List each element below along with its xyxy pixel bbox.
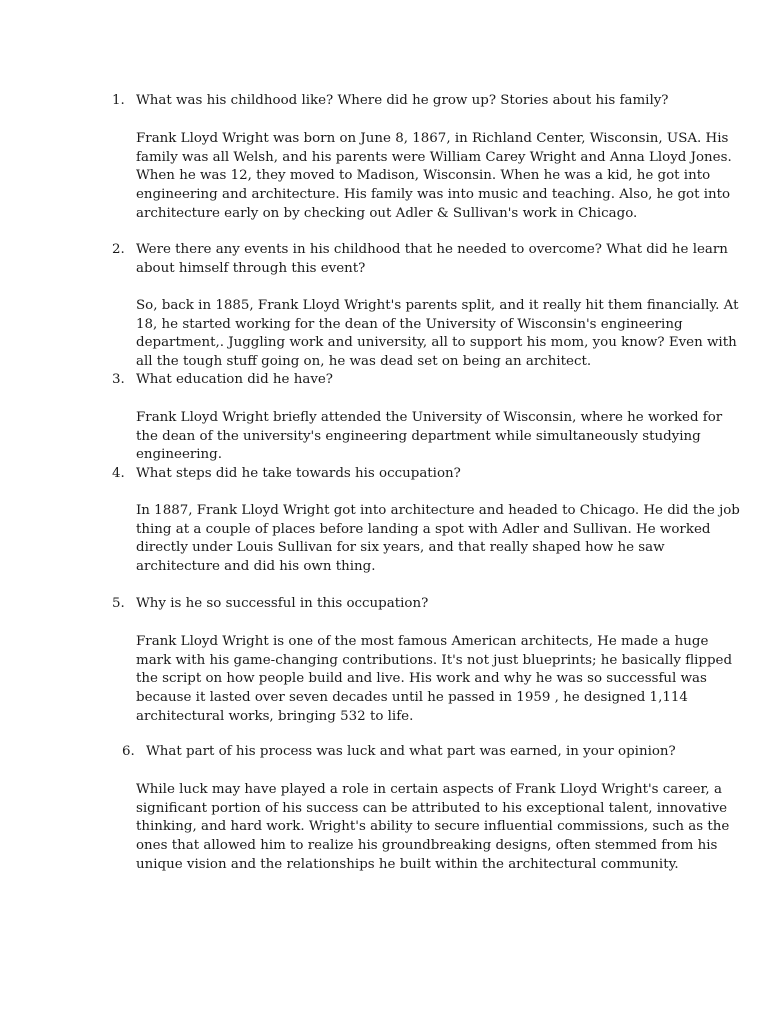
question-text: Why is he so successful in this occupation?: [136, 596, 429, 611]
answer-line: While luck may have played a role in certain aspects of Frank Lloyd Wright's career, a: [136, 782, 722, 797]
answer-line: Frank Lloyd Wright was born on June 8, 1867, in Richland Center, Wisconsin, USA. His: [136, 131, 729, 146]
question-text: What was his childhood like? Where did he grow up? Stories about his family?: [136, 93, 669, 108]
answer-line: In 1887, Frank Lloyd Wright got into architecture and headed to Chicago. He did the job: [136, 503, 740, 518]
question-number: 2.: [112, 242, 125, 257]
answer-6: [136, 781, 729, 875]
answer-line: architecture and did his own thing.: [136, 559, 376, 575]
answer-line: engineering.: [136, 447, 223, 463]
answer-line: because it lasted over seven decades until he passed in 1959 , he designed 1,114: [136, 690, 688, 706]
question-5: [112, 595, 429, 614]
answer-1: [136, 130, 732, 224]
question-text: Were there any events in his childhood that he needed to overcome? What did he learn: [136, 242, 728, 257]
answer-line: architectural works, bringing 532 to life.: [136, 708, 414, 724]
question-text: What education did he have?: [136, 372, 333, 387]
question-text: What steps did he take towards his occupation?: [136, 466, 461, 481]
answer-4: [136, 502, 740, 577]
question-3: [112, 371, 333, 390]
answer-line: engineering and architecture. His family was into music and teaching. Also, he got into: [136, 187, 731, 203]
answer-line: thing at a couple of places before landing a spot with Adler and Sullivan. He worked: [136, 521, 711, 537]
question-number: 1.: [112, 93, 125, 108]
question-number: 4.: [112, 466, 125, 481]
question-6: [122, 743, 676, 762]
answer-line: department,. Juggling work and university, all to support his mom, you know? Even with: [136, 335, 737, 351]
answer-3: [136, 409, 722, 465]
answer-line: ones that allowed him to realize his groundbreaking designs, often stemmed from his: [136, 838, 718, 854]
answer-line: unique vision and the relationships he built within the architectural community.: [136, 856, 679, 872]
answer-line: thinking, and hard work. Wright's ability to secure influential commissions, such as the: [136, 819, 730, 835]
question-1: [112, 92, 669, 111]
answer-line: architecture early on by checking out Adler & Sullivan's work in Chicago.: [136, 205, 638, 221]
question-number: 6.: [122, 744, 135, 759]
answer-line: When he was 12, they moved to Madison, Wisconsin. When he was a kid, he got into: [136, 168, 711, 184]
answer-line: Frank Lloyd Wright briefly attended the University of Wisconsin, where he worked for: [136, 410, 723, 425]
answer-5: [136, 633, 732, 727]
question-text: about himself through this event?: [136, 260, 366, 276]
question-text: What part of his process was luck and what part was earned, in your opinion?: [146, 744, 676, 759]
answer-2: [136, 297, 738, 372]
question-2: [112, 241, 728, 278]
answer-line: Frank Lloyd Wright is one of the most famous American architects, He made a huge: [136, 634, 709, 649]
question-number: 3.: [112, 372, 125, 387]
answer-line: So, back in 1885, Frank Lloyd Wright's parents split, and it really hit them financially. At: [136, 298, 739, 313]
answer-line: the script on how people build and live. His work and why he was so successful was: [136, 671, 707, 687]
answer-line: family was all Welsh, and his parents were William Carey Wright and Anna Lloyd Jones.: [136, 149, 732, 165]
answer-line: mark with his game-changing contributions. It's not just blueprints; he basically flipped: [136, 652, 733, 668]
answer-line: directly under Louis Sullivan for six years, and that really shaped how he saw: [136, 540, 665, 556]
answer-line: significant portion of his success can be attributed to his exceptional talent, innovative: [136, 800, 728, 816]
question-4: [112, 465, 461, 484]
answer-line: all the tough stuff going on, he was dead set on being an architect.: [136, 354, 592, 370]
question-number: 5.: [112, 596, 125, 611]
answer-line: 18, he started working for the dean of the University of Wisconsin's engineering: [136, 316, 683, 332]
answer-line: the dean of the university's engineering department while simultaneously studying: [136, 428, 701, 444]
